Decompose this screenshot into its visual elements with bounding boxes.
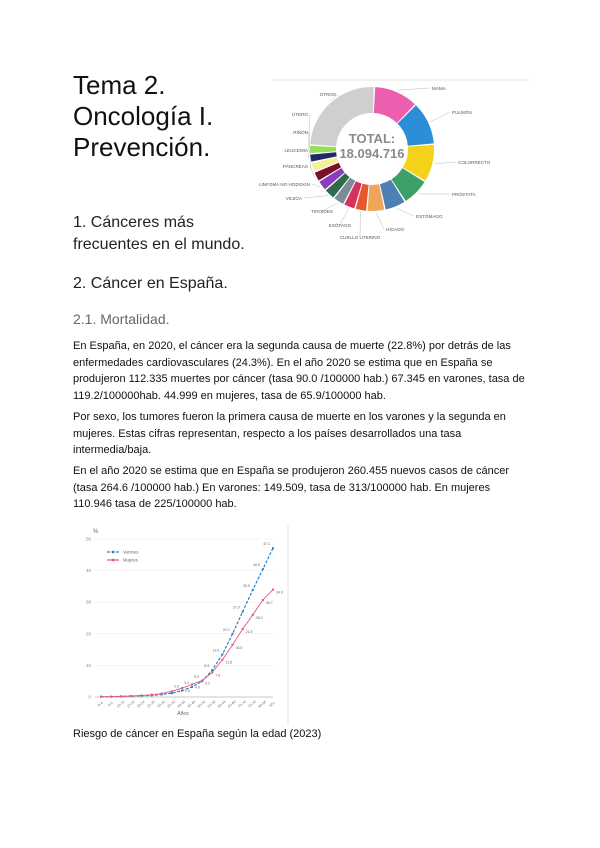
point-mujeres bbox=[221, 659, 223, 661]
x-tick-label: 25-29 bbox=[146, 699, 156, 709]
legend-marker-mujeres bbox=[112, 559, 114, 561]
donut-leader-1 bbox=[397, 88, 430, 90]
y-tick-label: 40 bbox=[85, 568, 91, 574]
title-line-3: Prevención. bbox=[73, 132, 211, 162]
chart-legend bbox=[107, 550, 138, 563]
data-label-varones: 13.5 bbox=[212, 648, 220, 653]
point-mujeres bbox=[191, 683, 193, 685]
donut-label-5: ESTÓMAGO bbox=[416, 214, 443, 219]
data-label-varones: 33.9 bbox=[242, 583, 250, 588]
x-tick-label: 15-19 bbox=[125, 699, 136, 709]
donut-leader-6 bbox=[376, 213, 384, 229]
legend-label-mujeres: Mujeres bbox=[123, 557, 138, 563]
data-label-varones: 2.0 bbox=[174, 684, 179, 689]
data-label-mujeres: 2.8 bbox=[184, 689, 190, 694]
data-label-mujeres: 11.8 bbox=[225, 660, 232, 665]
donut-total-label: TOTAL: bbox=[348, 131, 396, 146]
section-1-line-2: frecuentes en el mundo. bbox=[73, 236, 245, 253]
x-axis-label: Años bbox=[177, 711, 189, 717]
point-varones bbox=[262, 568, 264, 570]
point-mujeres bbox=[232, 644, 234, 646]
donut-label-15: ÚTERO bbox=[291, 112, 308, 117]
point-varones bbox=[232, 633, 234, 635]
point-mujeres bbox=[272, 589, 274, 591]
point-mujeres bbox=[140, 694, 142, 696]
donut-label-3: COLORRECTO bbox=[458, 160, 491, 165]
x-tick-label: 35-39 bbox=[166, 699, 176, 709]
paragraph-mortality: En España, en 2020, el cáncer era la segunda causa de muerte (22.8%) por detrás de las enfermedades cardiovasculares (24.3%). En el año 2020 se estima que en España se produjeron 112.335 muertes por cáncer (tasa 90.0 /100000 hab.) 67.345 en varones, tasa de 119.2/100000hab. 44.999 en mujeres, tasa de 65.9/100000 hab. bbox=[73, 340, 525, 402]
y-tick-label: 50 bbox=[85, 536, 91, 542]
section-2-heading: 2. Cáncer en España. bbox=[73, 275, 228, 292]
section-1-heading bbox=[73, 212, 245, 256]
data-label-varones: 47.1 bbox=[263, 542, 270, 547]
point-varones bbox=[181, 690, 183, 692]
x-tick-label: 10-14 bbox=[115, 699, 126, 709]
data-label-varones: 8.5 bbox=[204, 664, 210, 669]
x-tick-label: 60-64 bbox=[216, 699, 227, 709]
title-line-1: Tema 2. bbox=[73, 70, 166, 100]
point-mujeres bbox=[181, 687, 183, 689]
data-label-varones: 27.0 bbox=[232, 605, 240, 610]
x-tick-label: 20-24 bbox=[136, 699, 146, 709]
y-tick-label: 30 bbox=[85, 599, 91, 605]
x-tick-label: 85+ bbox=[268, 700, 276, 708]
legend-marker-varones bbox=[112, 551, 114, 553]
y-tick-label: 0 bbox=[88, 694, 91, 700]
donut-label-4: PRÓSTATA bbox=[452, 192, 476, 197]
donut-label-12: PÁNCREAS bbox=[282, 164, 308, 169]
donut-label-13: LEUCEMIA bbox=[284, 148, 308, 153]
donut-label-16: OTROS bbox=[319, 92, 336, 97]
chart-series bbox=[100, 542, 283, 698]
donut-label-1: MAMA bbox=[432, 86, 446, 91]
x-tick-label: 30-34 bbox=[156, 699, 166, 709]
data-label-mujeres: 26.0 bbox=[255, 615, 263, 620]
point-mujeres bbox=[252, 614, 254, 616]
point-varones bbox=[171, 692, 173, 694]
donut-leader-10 bbox=[304, 196, 328, 198]
document-title bbox=[73, 70, 213, 163]
point-varones bbox=[252, 589, 254, 591]
data-label-varones: 20.0 bbox=[222, 627, 230, 632]
y-tick-label: 10 bbox=[85, 662, 91, 668]
point-mujeres bbox=[100, 696, 102, 698]
point-mujeres bbox=[211, 671, 213, 673]
donut-label-2: PULMÓN bbox=[452, 110, 472, 115]
donut-label-7: CUELLO UTERINO bbox=[339, 235, 381, 240]
donut-leader-7 bbox=[360, 212, 361, 237]
x-tick-label: 40-44 bbox=[176, 699, 187, 709]
data-label-mujeres: 5.2 bbox=[205, 681, 211, 686]
data-label-mujeres: 7.8 bbox=[215, 673, 221, 678]
point-mujeres bbox=[262, 599, 264, 601]
donut-label-11: LINFOMA NO HODGKIN bbox=[258, 182, 310, 187]
point-varones bbox=[242, 611, 244, 613]
section-1-line-1: 1. Cánceres más bbox=[73, 214, 194, 231]
point-mujeres bbox=[120, 695, 122, 697]
point-varones bbox=[272, 547, 274, 549]
donut-label-10: VEJIGA bbox=[285, 196, 302, 201]
x-tick-label: 75-79 bbox=[247, 699, 257, 709]
x-tick-label: 55-59 bbox=[206, 699, 217, 709]
data-label-varones: 3.2 bbox=[184, 680, 190, 685]
y-tick-label: 20 bbox=[85, 631, 91, 637]
x-tick-label: 0-4 bbox=[97, 701, 104, 708]
point-mujeres bbox=[151, 694, 153, 696]
donut-leader-11 bbox=[312, 184, 320, 187]
donut-leader-5 bbox=[396, 208, 414, 216]
point-varones bbox=[221, 653, 223, 655]
data-label-mujeres: 4.0 bbox=[195, 685, 200, 690]
paragraph-sex: Por sexo, los tumores fueron la primera causa de muerte en los varones y la segunda en mujeres. Estas cifras representan, respecto a los países desarrollados una tasa intermedia/baja. bbox=[73, 411, 506, 456]
data-label-mujeres: 34.0 bbox=[276, 590, 283, 595]
donut-total-value: 18.094.716 bbox=[339, 146, 405, 161]
section-2-1-heading: 2.1. Mortalidad. bbox=[73, 311, 170, 327]
donut-leader-3 bbox=[434, 162, 456, 164]
donut-leader-15 bbox=[308, 114, 310, 150]
donut-label-14: RIÑÓN bbox=[293, 130, 308, 135]
x-tick-label: 80-84 bbox=[257, 699, 268, 709]
point-mujeres bbox=[242, 628, 244, 630]
data-label-varones: 5.0 bbox=[194, 675, 200, 680]
donut-leader-2 bbox=[430, 112, 450, 122]
donut-segment-15 bbox=[310, 146, 336, 153]
point-mujeres bbox=[171, 690, 173, 692]
chart-caption: Riesgo de cáncer en España según la edad (2023) bbox=[73, 728, 322, 740]
data-label-mujeres: 30.7 bbox=[265, 600, 273, 605]
x-tick-label: 50-54 bbox=[196, 699, 207, 709]
data-label-varones: 40.5 bbox=[253, 563, 260, 568]
cancer-types-donut bbox=[258, 76, 530, 248]
point-varones bbox=[191, 686, 193, 688]
point-mujeres bbox=[130, 695, 132, 697]
y-axis-label: % bbox=[93, 529, 99, 535]
donut-label-9: TIROIDES bbox=[311, 209, 333, 214]
legend-label-varones: Varones bbox=[123, 549, 139, 555]
point-mujeres bbox=[110, 696, 112, 698]
risk-by-age-chart bbox=[73, 525, 289, 725]
x-tick-label: 70-74 bbox=[237, 699, 247, 709]
point-mujeres bbox=[201, 680, 203, 682]
paragraph-incidence: En el año 2020 se estima que en España se produjeron 260.455 nuevos casos de cáncer (tasa 264.6 /100000 hab.) En varones: 149.509, tasa de 313/100000 hab. En mujeres 110.946 tasa de 225/100000 hab. bbox=[73, 465, 510, 510]
x-tick-label: 45-49 bbox=[186, 699, 197, 709]
x-tick-label: 5-9 bbox=[107, 701, 114, 708]
donut-label-8: ESÓFAGO bbox=[328, 223, 352, 228]
donut-label-6: HÍGADO bbox=[386, 227, 405, 232]
data-label-mujeres: 16.5 bbox=[235, 645, 243, 650]
data-label-mujeres: 21.5 bbox=[245, 630, 253, 635]
point-mujeres bbox=[161, 693, 163, 695]
title-line-2: Oncología I. bbox=[73, 101, 214, 131]
x-tick-label: 65-69 bbox=[227, 699, 237, 709]
